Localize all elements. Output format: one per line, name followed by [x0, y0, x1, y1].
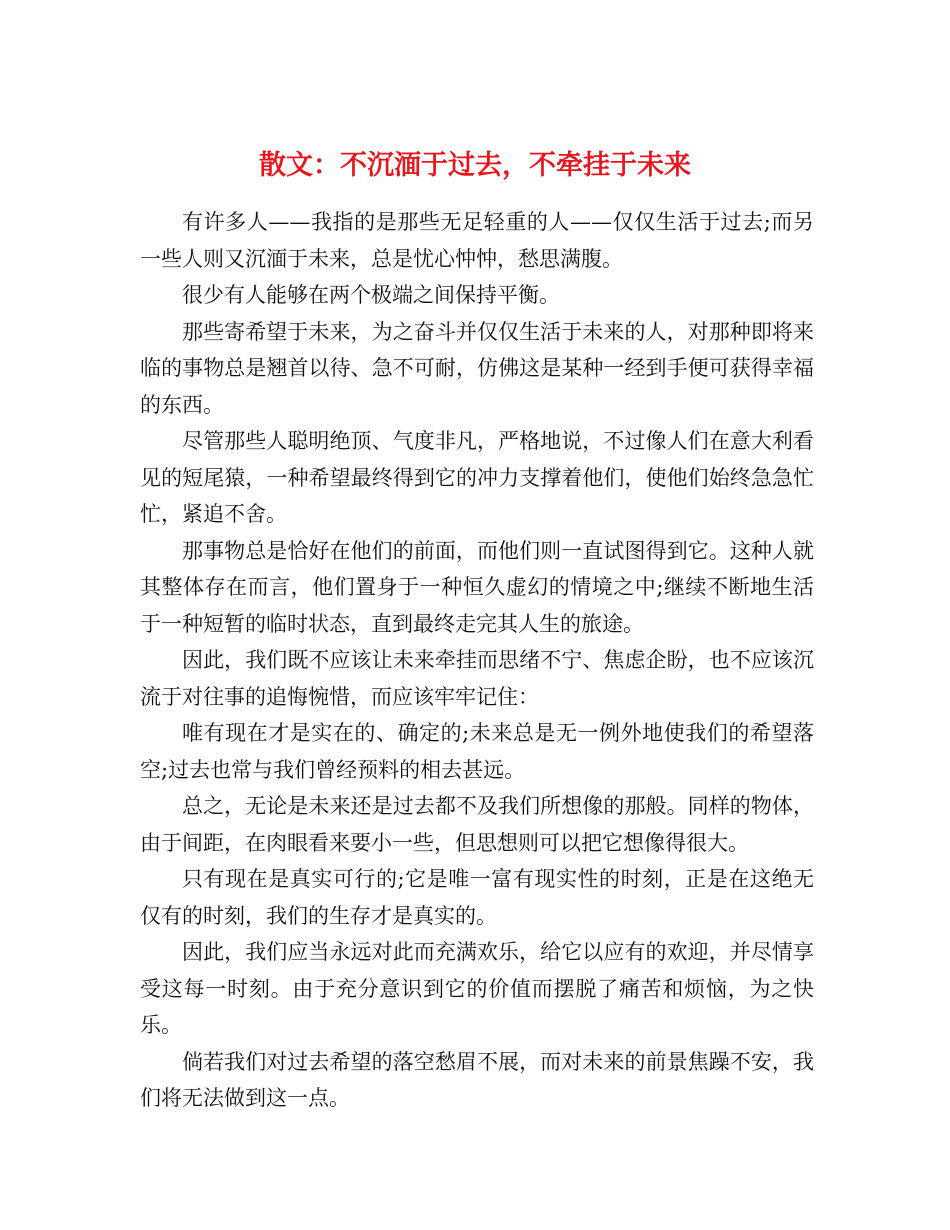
paragraph-5: 那事物总是恰好在他们的前面，而他们则一直试图得到它。这种人就其整体存在而言，他们置身于一种恒久虚幻的情境之中;继续不断地生活于一种短暂的临时状态，直到最终走完其人生的旅途。: [140, 538, 814, 636]
paragraph-11: 倘若我们对过去希望的落空愁眉不展，而对未来的前景焦躁不安，我们将无法做到这一点。: [140, 1049, 814, 1110]
paragraph-8: 总之，无论是未来还是过去都不及我们所想像的那般。同样的物体，由于间距，在肉眼看来要小一些，但思想则可以把它想像得很大。: [140, 794, 814, 855]
paragraph-3: 那些寄希望于未来，为之奋斗并仅仅生活于未来的人，对那种即将来临的事物总是翘首以待、急不可耐，仿佛这是某种一经到手便可获得幸福的东西。: [140, 319, 814, 417]
paragraph-10: 因此，我们应当永远对此而充满欢乐，给它以应有的欢迎，并尽情享受这每一时刻。由于充分意识到它的价值而摆脱了痛苦和烦恼，为之快乐。: [140, 940, 814, 1037]
article-body: [140, 204, 814, 1117]
paragraph-4: 尽管那些人聪明绝顶、气度非凡，严格地说，不过像人们在意大利看见的短尾猿，一种希望最终得到它的冲力支撑着他们，使他们始终急急忙忙，紧追不舍。: [140, 429, 814, 526]
paragraph-6: 因此，我们既不应该让未来牵挂而思绪不宁、焦虑企盼，也不应该沉流于对往事的追悔惋惜，而应该牢牢记住：: [140, 648, 814, 709]
paragraph-1: 有许多人——我指的是那些无足轻重的人——仅仅生活于过去;而另一些人则又沉湎于未来，总是忧心忡忡，愁思满腹。: [140, 210, 814, 271]
paragraph-9: 只有现在是真实可行的;它是唯一富有现实性的时刻，正是在这绝无仅有的时刻，我们的生存才是真实的。: [140, 867, 814, 928]
paragraph-2: 很少有人能够在两个极端之间保持平衡。: [182, 283, 560, 307]
page-title: 散文：不沉湎于过去，不牵挂于未来: [259, 150, 691, 182]
paragraph-7: 唯有现在才是实在的、确定的;未来总是无一例外地使我们的希望落空;过去也常与我们曾经预料的相去甚远。: [140, 721, 814, 782]
